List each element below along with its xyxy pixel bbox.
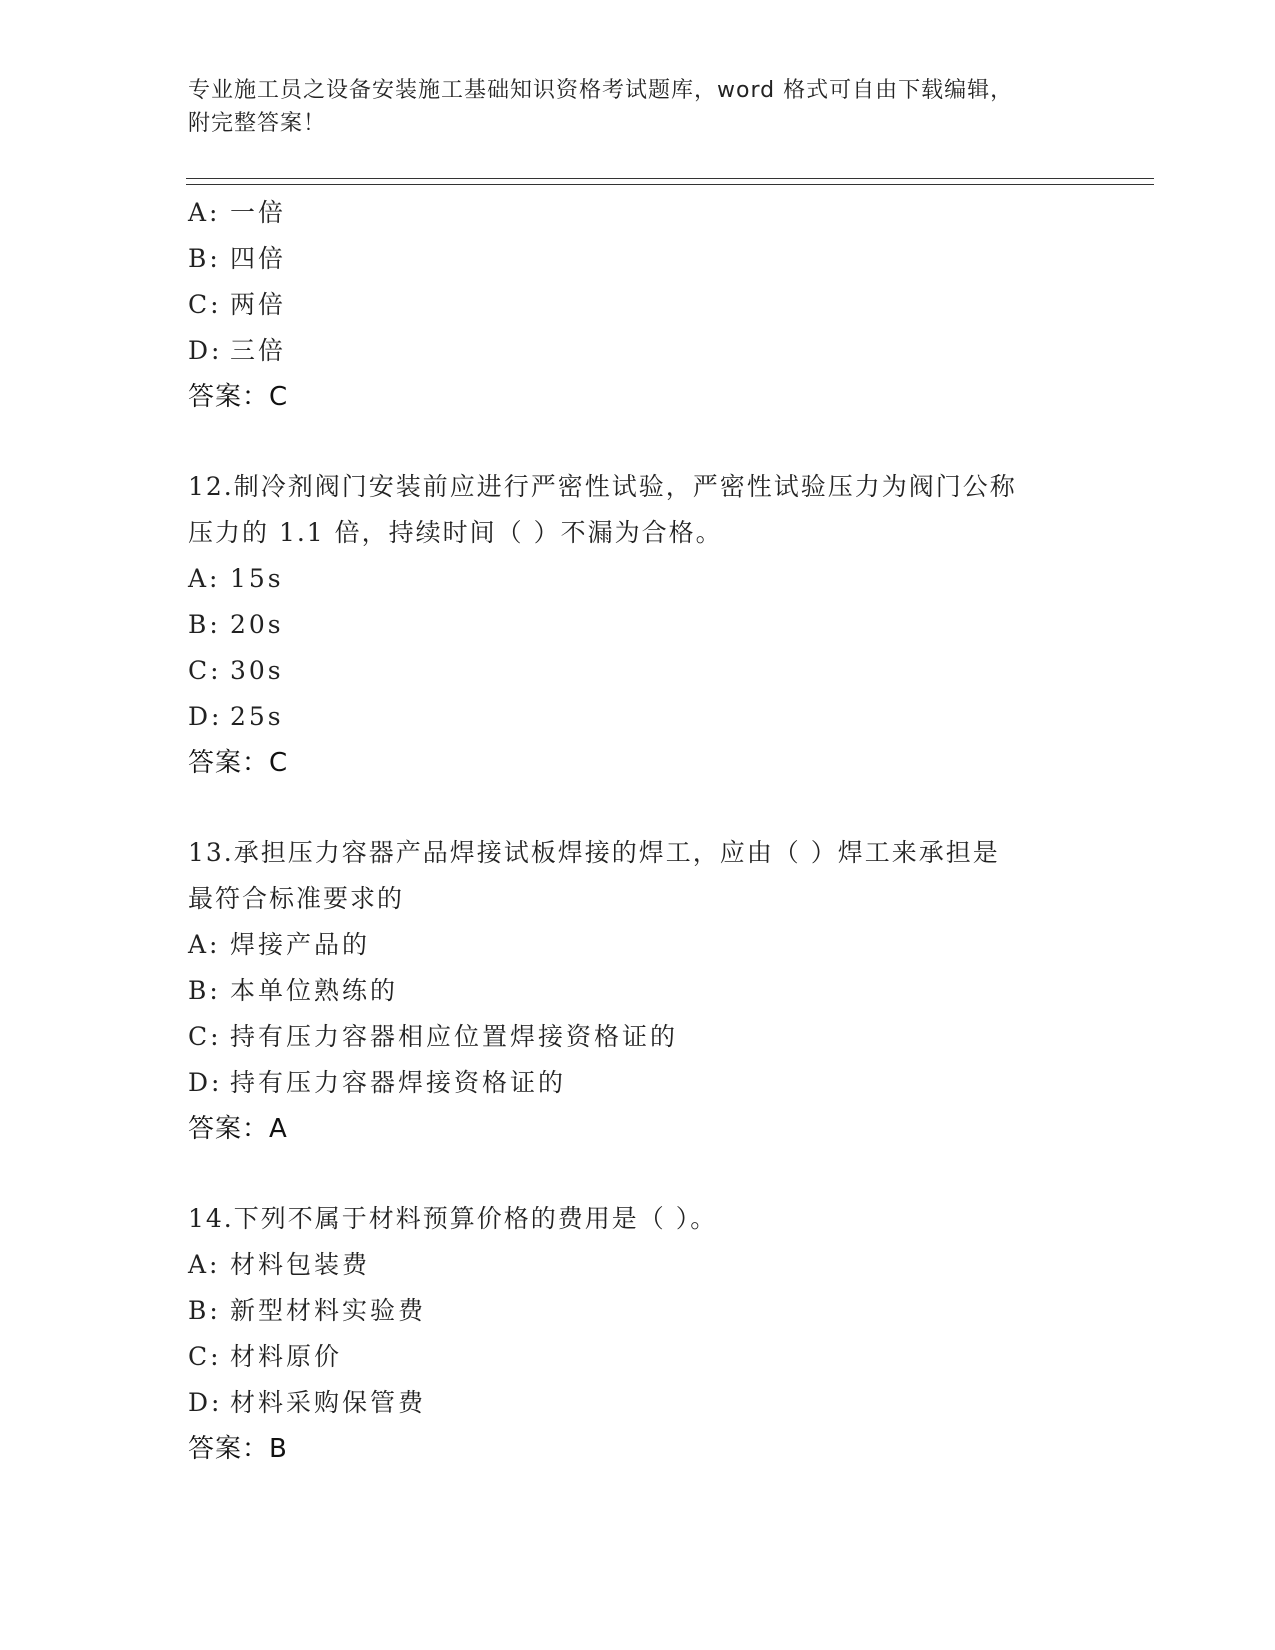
option-b: B: 四倍 — [188, 244, 287, 273]
question-11 — [188, 190, 1088, 420]
header-divider-bottom — [186, 184, 1154, 185]
option-a: A: 材料包装费 — [188, 1250, 371, 1279]
option-a: A: 焊接产品的 — [188, 930, 371, 959]
option-b: B: 20s — [188, 610, 284, 639]
question-12 — [188, 464, 1088, 786]
option-d: D: 材料采购保管费 — [188, 1388, 427, 1417]
option-c: C: 30s — [188, 656, 284, 685]
header-line-1: 专业施工员之设备安装施工基础知识资格考试题库，word 格式可自由下载编辑， — [188, 78, 1014, 103]
option-b: B: 本单位熟练的 — [188, 976, 399, 1005]
stem-line-2: 压力的 1.1 倍，持续时间（ ）不漏为合格。 — [188, 518, 723, 547]
option-d: D: 25s — [188, 702, 284, 731]
document-header — [188, 74, 1088, 140]
question-stem — [188, 1196, 1088, 1242]
option-d: D: 持有压力容器焊接资格证的 — [188, 1068, 567, 1097]
question-14 — [188, 1196, 1088, 1472]
option-a: A: 15s — [188, 564, 284, 593]
answer-line: 答案：A — [188, 1114, 288, 1144]
question-list — [188, 190, 1088, 1472]
question-stem — [188, 464, 1088, 556]
stem-line-1: 12.制冷剂阀门安装前应进行严密性试验，严密性试验压力为阀门公称 — [188, 472, 1017, 501]
option-c: C: 持有压力容器相应位置焊接资格证的 — [188, 1022, 679, 1051]
stem-line-1: 14.下列不属于材料预算价格的费用是（ ）。 — [188, 1204, 718, 1233]
answer-line: 答案：B — [188, 1434, 288, 1464]
answer-line: 答案：C — [188, 748, 289, 778]
option-b: B: 新型材料实验费 — [188, 1296, 427, 1325]
option-d: D: 三倍 — [188, 336, 287, 365]
question-13 — [188, 830, 1088, 1152]
header-divider-top — [186, 178, 1154, 179]
header-line-2: 附完整答案！ — [188, 111, 327, 136]
option-c: C: 两倍 — [188, 290, 287, 319]
stem-line-2: 最符合标准要求的 — [188, 884, 405, 913]
stem-line-1: 13.承担压力容器产品焊接试板焊接的焊工，应由（ ）焊工来承担是 — [188, 838, 1000, 867]
answer-line: 答案：C — [188, 382, 289, 412]
question-stem — [188, 830, 1088, 922]
option-c: C: 材料原价 — [188, 1342, 343, 1371]
option-a: A: 一倍 — [188, 198, 287, 227]
